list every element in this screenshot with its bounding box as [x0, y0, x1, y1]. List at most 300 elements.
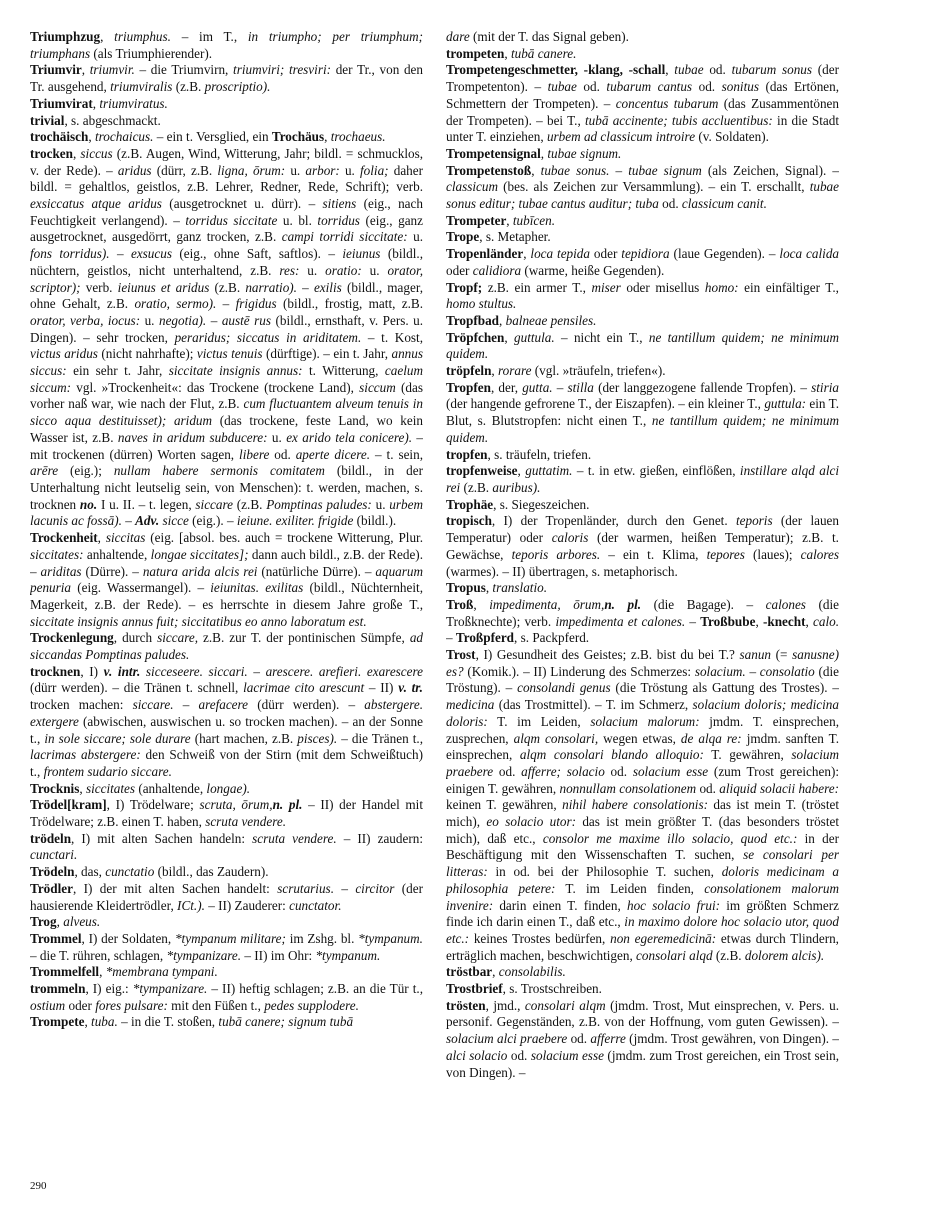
dictionary-entry [30, 831, 423, 864]
entry-text: naves in aridum subducere: [117, 429, 268, 445]
entry-text: (der warmen, heißen Temperatur); z.B. t. Gewächse, [446, 530, 839, 562]
entry-headword: Trockenlegung [30, 630, 114, 646]
page-number: 290 [30, 1180, 47, 1192]
entry-text: (anhaltende, [135, 780, 207, 796]
entry-headword: Trocknis [30, 780, 80, 796]
entry-text: – [216, 296, 236, 312]
entry-text: jmdm. T. einsprechen, zusprechen, [446, 713, 839, 746]
entry-text: u. [339, 162, 360, 178]
entry-text: austē rus [221, 312, 272, 328]
entry-text: das ist mein T. (tröstet mich), [446, 797, 839, 830]
entry-text: tubae [547, 79, 577, 95]
entry-text: Pomptinas paludes: [266, 496, 372, 512]
dictionary-entry [30, 881, 423, 914]
entry-text: oratio: [325, 262, 362, 278]
entry-text: tubā canere. [510, 45, 577, 61]
entry-text: (z.B. Augen, Wind, Witterung, Jahr; bildl. = schmucklos, v. der Rede). – [30, 145, 423, 178]
entry-text: , [531, 162, 541, 178]
entry-text: darin einen T. finden, [493, 897, 627, 913]
entry-headword: Trommelfell [30, 964, 100, 980]
entry-text: pisces). [297, 730, 338, 746]
entry-text: exilis [313, 279, 342, 295]
entry-text: -knecht [762, 613, 806, 629]
entry-text: loca tepida [530, 246, 590, 262]
entry-text: (zum Trost gereichen): einigen T. gewähren, [446, 763, 839, 796]
entry-text: od. [576, 79, 607, 95]
entry-text: (die Tröstung). – [446, 663, 839, 696]
entry-text: , I) Gesundheit des Geistes; z.B. bist du bei T.? [475, 647, 740, 663]
entry-text: daher bildl. = gehaltlos, geistlos, z.B. Lehrer, Redner, Rede, Schrift); verb. [30, 162, 423, 195]
entry-text: fons torridus). [30, 246, 110, 262]
entry-text: ostium [30, 997, 66, 1013]
entry-text: siccitate insignis annus: [168, 363, 303, 379]
entry-text: z.B. zur T. der pontinischen Sümpfe, [198, 630, 410, 646]
entry-text: I u. II. – t. legen, [97, 496, 196, 512]
entry-text: ICt.). [177, 897, 205, 913]
entry-text: concentus tubarum [615, 95, 719, 111]
entry-text: , [79, 780, 86, 796]
entry-text: – im T., [170, 29, 248, 44]
entry-text: alveus. [63, 914, 101, 930]
entry-text: (z.B. [460, 479, 493, 495]
entry-headword: Tropenländer [446, 246, 524, 262]
entry-text: (dürftige). – ein t. Jahr, [262, 346, 392, 362]
entry-text: consolabilis. [498, 964, 566, 980]
entry-text: *tympanum. [358, 930, 423, 946]
entry-headword: Trope [446, 229, 480, 245]
entry-text: calores [800, 546, 839, 562]
entry-text: , [84, 1014, 92, 1030]
entry-text: fores pulsare: [95, 997, 168, 1013]
entry-text: n. pl. [272, 797, 303, 813]
entry-text: balneae pensiles. [505, 312, 597, 328]
entry-text: , s. Packpferd. [514, 630, 590, 646]
entry-text: (der Trompetenton). – [446, 62, 839, 95]
entry-headword: Triumvirat [30, 95, 93, 111]
entry-text: consolor me maxime illo solacio, quod etc.: [542, 830, 798, 846]
entry-text: (bes. als Zeichen zur Versammlung). – ein T. erschallt, [498, 179, 810, 195]
entry-text: guttula. [514, 329, 555, 345]
entry-text: instillare alqd alci rei [446, 463, 839, 495]
entry-text: proscriptio). [204, 79, 271, 95]
entry-text: hoc solacio frui: [626, 897, 720, 913]
entry-text: – mit trockenen (dürren) Worten sagen, [30, 429, 423, 462]
entry-text: (mit der T. das Signal geben). [469, 29, 629, 44]
entry-text: guttatim. [525, 463, 573, 479]
entry-text: (die Tröstung als Gattung des Trostes). – [610, 680, 839, 696]
entry-text: urbem lacunis ac fossā). [30, 496, 423, 529]
entry-headword: trödeln [30, 830, 72, 846]
entry-headword: trocken [30, 145, 73, 161]
entry-text: Troßbube [700, 613, 756, 629]
entry-text: solacium alci praebere [446, 1031, 568, 1047]
entry-text: nihil habere consolationis: [562, 797, 708, 813]
dictionary-entry [446, 513, 839, 580]
entry-text: – [296, 279, 314, 295]
entry-headword: tröstbar [446, 964, 493, 980]
dictionary-entry [446, 463, 839, 496]
entry-text: (bildl., Nüchternheit, Magerkeit, z.B. der Rede). – es herrschte in diesem Jahre große T., [30, 580, 423, 612]
entry-text: (eig., nach Feuchtigkeit verlangend). – [30, 196, 423, 228]
dictionary-entry [446, 647, 839, 964]
entry-headword: Triumvir [30, 62, 82, 78]
entry-text: (der hangende gefrorene T., der Eiszapfen). – ein kleiner T., [446, 396, 765, 412]
dictionary-entry [30, 129, 423, 146]
dictionary-entry [446, 29, 839, 46]
entry-text: – [121, 513, 136, 529]
entry-text: anhaltende, [83, 546, 151, 562]
entry-text: dann auch bildl., z.B. der Rede). – [30, 546, 423, 579]
entry-text: (als Triumphierender). [90, 45, 213, 61]
entry-text: , I) der mit alten Sachen handelt: [72, 880, 278, 896]
entry-text: siccitate insignis annus fuit; siccitatibus eo anno laboratum est. [30, 613, 367, 629]
entry-text: , [523, 246, 531, 262]
entry-text: *tympanizare. [166, 947, 242, 963]
dictionary-entry [30, 964, 423, 981]
entry-headword: trösten [446, 997, 486, 1013]
entry-text: calidiora [472, 262, 522, 278]
dictionary-entry [30, 797, 423, 830]
entry-text: solacium esse [530, 1047, 604, 1063]
entry-text: arescere. arefieri. exarescere [265, 663, 423, 679]
entry-text: (jmdm. zum Trost gereichen, ein Trost sein, von Dingen). – [446, 1047, 839, 1080]
entry-text: , [540, 145, 548, 161]
entry-text: , [499, 312, 506, 328]
entry-text: (eig. [absol. bes. auch = trockene Witterung, Plur. [145, 530, 423, 546]
entry-text: u. bl. [277, 212, 318, 228]
entry-text: urbem ad classicum introire [546, 129, 696, 145]
dictionary-entry [446, 597, 839, 647]
entry-text: tubae signum. [547, 145, 622, 161]
entry-headword: Trödler [30, 880, 73, 896]
entry-text: T. im Leiden, [487, 713, 591, 729]
entry-text: (eig.). – [188, 513, 237, 529]
entry-text: od. [703, 62, 732, 78]
entry-text: , [72, 145, 81, 161]
dictionary-entry [446, 62, 839, 146]
entry-text: – II) heftig schlagen; z.B. an die Tür t., [207, 981, 423, 997]
entry-text: ieiunus [342, 246, 381, 262]
entry-text: *tympanum militare; [174, 930, 286, 946]
entry-text: se consolari per litteras: [446, 847, 839, 880]
entry-text: (jmdm. Trost, Mut einsprechen, v. Pers. u. personif. Gegenständen, z.B. von der Hoffnung, vom guten Gewissen). – [446, 997, 839, 1030]
left-column [30, 29, 423, 1179]
entry-text: annus siccus: [30, 346, 423, 379]
entry-text: od. [493, 763, 522, 779]
entry-text: tubarum sonus [731, 62, 813, 78]
entry-text: u. [407, 229, 423, 245]
entry-text: tuba. [91, 1014, 118, 1030]
entry-text: in sole siccare; sole durare [44, 730, 191, 746]
entry-text: siccare, [157, 630, 199, 646]
dictionary-entry [446, 313, 839, 330]
entry-text: (Komik.). – II) Linderung des Schmerzes: [463, 663, 695, 679]
entry-text: siccitates [85, 780, 136, 796]
entry-text: , [100, 29, 115, 44]
dictionary-entry [30, 630, 423, 663]
entry-text: de alqa re: [680, 730, 742, 746]
entry-text: im größten Schmerz finde ich darin einen T., daß etc., [446, 897, 839, 930]
dictionary-entry [30, 664, 423, 781]
entry-headword: Trommel [30, 930, 82, 946]
entry-text: cum fluctuantem alveum tenuis in sicco aqua destituisset); [30, 396, 423, 429]
entry-text: in maximo dolore hoc solacio utor, quod etc.: [446, 914, 839, 946]
entry-text: solacium malorum: [590, 713, 700, 729]
dictionary-entry [30, 781, 423, 798]
entry-text: den Schweiß von der Stirn (mit dem Schweißtuch) t., [30, 747, 423, 779]
entry-text: auribus). [492, 479, 541, 495]
entry-text: Troßpferd [455, 630, 515, 646]
entry-text: scruta, ōrum, [199, 797, 273, 813]
entry-text: consolari alqm [524, 997, 606, 1013]
entry-text: – [552, 379, 568, 395]
entry-text: ligna, ōrum: [217, 162, 286, 178]
entry-text: , das, [74, 864, 106, 880]
entry-text: (eig., ganz ausgetrocknet, ausgedörrt, ganz trocken, z.B. [30, 212, 423, 245]
entry-text: triumviralis [110, 79, 173, 95]
entry-text: – t. in etw. gießen, einflößen, [572, 463, 740, 479]
entry-headword: trommeln [30, 981, 86, 997]
entry-text: t. Witterung, [302, 363, 385, 379]
entry-text: – die Tränen t., [337, 730, 423, 746]
entry-text: – t. sein, [370, 446, 423, 462]
entry-headword: Trompete [30, 1014, 85, 1030]
entry-text: od. [604, 763, 633, 779]
entry-text: (das Zusammentönen der Trompeten). – bei T., [446, 95, 839, 128]
entry-text: arefacere [198, 697, 249, 713]
entry-text: , s. Trostschreiben. [502, 981, 602, 997]
entry-text: campi torridi siccitate: [281, 229, 408, 245]
entry-text: tubā accinente; tubis accluentibus: [585, 112, 773, 128]
entry-text: (Dürre). – [81, 563, 143, 579]
entry-text: cunctatio [105, 864, 155, 880]
entry-text: afferre; solacio [521, 763, 605, 779]
entry-text: (dürr werden). – die Tränen t. schnell, [30, 680, 244, 696]
entry-text: , [485, 580, 493, 596]
entry-text: homo: [704, 279, 739, 295]
entry-text: (bildl., nüchtern, geistlos, nicht unterhaltend, z.B. [30, 246, 423, 278]
entry-text: (jmdm. Trost gewähren, von Dingen). – [625, 1031, 839, 1047]
entry-text: (eig., ohne Saft, saftlos). – [171, 246, 343, 262]
dictionary-entry [446, 964, 839, 981]
entry-text: abstergere. extergere [30, 697, 423, 729]
entry-text: , [56, 914, 64, 930]
dictionary-entry [446, 497, 839, 514]
entry-text: , [92, 95, 100, 111]
entry-text: longae siccitates]; [150, 546, 249, 562]
entry-text: non egeremedicinā: [610, 930, 717, 946]
entry-text: , [504, 45, 511, 61]
entry-text: classicum [446, 179, 499, 195]
entry-text: peraridus; siccatus in ariditatem. [174, 329, 362, 345]
right-column [446, 29, 839, 1179]
entry-text: od. [658, 196, 682, 212]
entry-text: (ausgetrocknet u. dürr). – [161, 196, 323, 212]
entry-text: Trochäus [271, 129, 325, 145]
entry-text: od. [567, 1031, 591, 1047]
entry-text: consolatio [759, 663, 815, 679]
entry-text: , s. Metapher. [479, 229, 551, 245]
entry-text: ad siccandas Pomptinas paludes. [30, 630, 423, 663]
entry-text: libere [239, 446, 270, 462]
entry-text: tubā canere; signum tubā [218, 1014, 354, 1030]
entry-text: lacrimas abstergere: [30, 747, 141, 763]
dictionary-entry [30, 931, 423, 964]
entry-text: homo stultus. [446, 296, 517, 312]
entry-headword: Troß [446, 596, 474, 612]
entry-text: tubarum cantus [606, 79, 693, 95]
entry-headword: Trophäe [446, 496, 494, 512]
entry-headword: Trostbrief [446, 981, 503, 997]
entry-text: – in die T. stoßen, [117, 1014, 219, 1030]
entry-text: pedes supplodere. [264, 997, 359, 1013]
entry-text: – t. Kost, [361, 329, 423, 345]
entry-text: , I) [80, 663, 104, 679]
dictionary-entry [30, 62, 423, 95]
entry-text: T. gewähren, [703, 747, 792, 763]
entry-text: exsiccatus atque aridus [30, 196, 162, 212]
entry-text: – [109, 246, 131, 262]
entry-text: tubae sonus editur; tubae cantus auditur; tuba [446, 179, 839, 212]
entry-text: (bildl., in der Unterhaltung nicht leutselig sein, von Menschen): t. werden, machen, s. trocknen [30, 463, 423, 512]
entry-text: alqm consolari blando alloquio: [519, 747, 704, 763]
entry-text: – [446, 630, 456, 646]
entry-text: , jmd., [485, 997, 525, 1013]
entry-headword: tropfen [446, 446, 488, 462]
entry-text: orator, verba, iocus: [30, 312, 141, 328]
entry-text: eo solacio utor: [486, 814, 576, 830]
dictionary-entry [446, 330, 839, 363]
entry-headword: Trost [446, 647, 476, 663]
entry-text: sicceseere. siccari. [145, 663, 248, 679]
entry-text: – [173, 697, 199, 713]
dictionary-entry [30, 146, 423, 530]
entry-text: n. pl. [604, 596, 642, 612]
entry-text: (bildl.). [353, 513, 397, 529]
entry-text: teporis [735, 513, 773, 529]
entry-text: (die Troßknechte); verb. [446, 596, 839, 629]
entry-text: (der lauen Temperatur) oder [446, 513, 839, 546]
entry-headword: Trompetengeschmetter, -klang, -schall [446, 62, 666, 78]
entry-text: – II) zaudern: [336, 830, 423, 846]
entry-text: siccitates: [30, 546, 84, 562]
entry-headword: Trompetenstoß [446, 162, 532, 178]
entry-text: triumvir. [89, 62, 135, 78]
entry-text: tepidiora [621, 246, 670, 262]
entry-text: – ein t. Klima, [600, 546, 707, 562]
entry-text: – II) der Handel mit Trödelware; z.B. einen T. haben, [30, 797, 423, 830]
entry-text: , [504, 329, 515, 345]
dictionary-entry [446, 998, 839, 1082]
entry-text: in die Stadt unter T. einziehen, [446, 112, 839, 145]
entry-text: oratio, sermo). [134, 296, 217, 312]
entry-text: T. im Leiden finden, [555, 880, 705, 896]
entry-text: no. [79, 496, 98, 512]
entry-text: caloris [551, 530, 589, 546]
entry-text: vgl. »Trockenheit«: das Trockene (trockene Land), [71, 379, 360, 395]
entry-text: , I) mit alten Sachen handeln: [71, 830, 253, 846]
entry-text: translatio. [492, 580, 548, 596]
entry-text: tubae sonus. [540, 162, 610, 178]
dictionary-entry [446, 229, 839, 246]
entry-text: (z.B. [712, 947, 745, 963]
entry-text: – II) im Ohr: [241, 947, 316, 963]
dictionary-entry [30, 864, 423, 881]
entry-text: Adv. [135, 513, 160, 529]
entry-text: (warme, heiße Gegenden). [521, 262, 665, 278]
dictionary-entry [30, 914, 423, 931]
entry-text: , s. abgeschmackt. [64, 112, 161, 128]
entry-text: scrutarius. [277, 880, 334, 896]
entry-text: v. tr. [398, 680, 423, 696]
entry-text: (bildl., ernsthaft, v. Pers. u. Dingen). – sehr trocken, [30, 312, 423, 345]
entry-text: , [506, 212, 513, 228]
entry-text: victus aridus [30, 346, 98, 362]
entry-headword: Trödeln [30, 864, 75, 880]
entry-text: – II) Zauderer: [204, 897, 290, 913]
entry-text: v. intr. [103, 663, 141, 679]
entry-text: keines Trostes bedürfen, [469, 930, 611, 946]
entry-text: , [81, 62, 90, 78]
entry-text: od. [269, 446, 296, 462]
entry-headword: tröpfeln [446, 363, 492, 379]
entry-text: ne tantillum quidem; ne minimum quidem. [446, 329, 839, 362]
entry-text: *membrana tympani. [105, 964, 218, 980]
entry-text: , s. träufeln, triefen. [487, 446, 592, 462]
entry-text: gutta. [522, 379, 553, 395]
entry-text: *tympanum. [315, 947, 381, 963]
entry-text: ne tantillum quidem; ne minimum quidem. [446, 413, 839, 445]
entry-text: oder [590, 246, 622, 262]
entry-text: sonitus [721, 79, 759, 95]
dictionary-entry [446, 246, 839, 279]
entry-text: oder misellus [620, 279, 705, 295]
entry-text: – [334, 880, 356, 896]
entry-text: (z.B. [209, 279, 246, 295]
entry-text: rorare [498, 363, 532, 379]
entry-text: sicce [162, 513, 189, 529]
entry-text: aridum [173, 413, 213, 429]
entry-text: – die Triumvirn, [134, 62, 234, 78]
entry-headword: tropfenweise [446, 463, 518, 479]
dictionary-entry [30, 981, 423, 1014]
entry-text: – nicht ein T., [554, 329, 649, 345]
entry-text: od. [507, 1047, 531, 1063]
entry-text: negotia). [158, 312, 207, 328]
entry-text: dolorem alcis). [744, 947, 825, 963]
entry-text: (eig. Wassermangel). – [71, 580, 211, 596]
entry-text: ieiune. exiliter. frigide [236, 513, 354, 529]
entry-text: u. [361, 262, 388, 278]
entry-text: tepores [706, 546, 745, 562]
entry-text: z.B. ein armer T., [482, 279, 592, 295]
entry-text: , [491, 363, 499, 379]
entry-text: oder [65, 997, 96, 1013]
entry-text: od. [692, 79, 722, 95]
dictionary-entry [446, 46, 839, 63]
entry-text: ieiunus et aridus [117, 279, 210, 295]
entry-text: , I) der Tropenländer, durch den Genet. [491, 513, 736, 529]
entry-headword: Tropfen [446, 379, 491, 395]
entry-text: ariditas [40, 563, 82, 579]
entry-text: trocken machen: [30, 697, 133, 713]
entry-text: – II) [364, 680, 399, 696]
entry-text: – [745, 663, 760, 679]
entry-text: solacium praebere [446, 747, 839, 779]
entry-text: impedimenta, ōrum, [489, 596, 605, 612]
entry-text: frigidus [235, 296, 277, 312]
entry-text: arbor: [305, 162, 340, 178]
